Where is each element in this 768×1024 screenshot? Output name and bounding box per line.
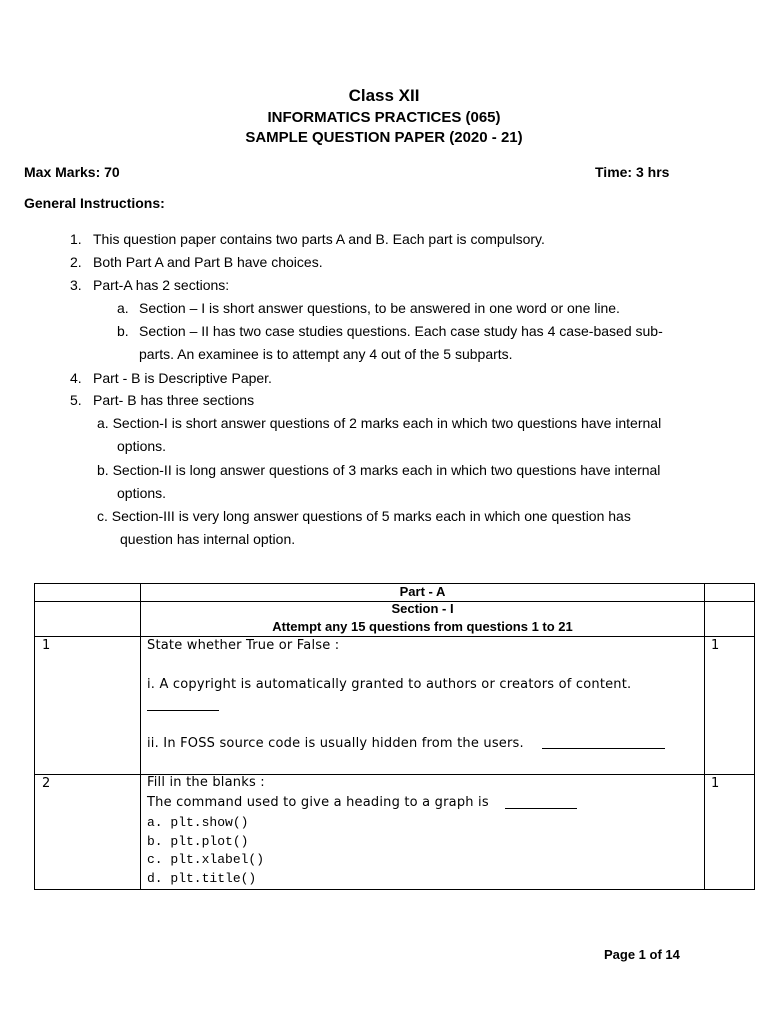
option-a: a. plt.show() bbox=[147, 815, 249, 830]
instruction-text: options. bbox=[117, 485, 167, 501]
instruction-number: 2. bbox=[70, 254, 82, 270]
instruction-number: 3. bbox=[70, 277, 82, 293]
instruction-number: b. bbox=[117, 323, 129, 339]
table-cell bbox=[34, 583, 141, 602]
instruction-text: Part-A has 2 sections: bbox=[93, 277, 230, 293]
time-allowed: Time: 3 hrs bbox=[595, 164, 670, 180]
subject-title: INFORMATICS PRACTICES (065) bbox=[267, 109, 501, 126]
question-text: ii. In FOSS source code is usually hidden from the users. bbox=[147, 736, 524, 751]
option-b: b. plt.plot() bbox=[147, 834, 249, 849]
instruction-text: question has internal option. bbox=[120, 531, 296, 547]
instruction-text: This question paper contains two parts A and B. Each part is compulsory. bbox=[93, 231, 545, 247]
table-cell bbox=[704, 774, 755, 890]
instruction-number: a. bbox=[117, 300, 129, 316]
instruction-text: Section – II has two case studies questions. Each case study has 4 case-based sub- bbox=[139, 323, 663, 339]
instruction-text: b. Section-II is long answer questions of 3 marks each in which two questions have internal bbox=[97, 462, 661, 478]
part-heading: Part - A bbox=[399, 584, 446, 599]
answer-blank bbox=[147, 697, 219, 711]
table-cell bbox=[34, 601, 141, 637]
question-number: 1 bbox=[42, 638, 51, 653]
question-text: i. A copyright is automatically granted to authors or creators of content. bbox=[147, 677, 632, 692]
question-marks: 1 bbox=[711, 776, 720, 791]
instruction-text: options. bbox=[117, 438, 167, 454]
table-cell bbox=[34, 636, 141, 775]
instruction-text: Part- B has three sections bbox=[93, 392, 255, 408]
section-heading: Section - I bbox=[391, 601, 454, 616]
attempt-instruction: Attempt any 15 questions from questions 1 to 21 bbox=[272, 619, 573, 634]
instruction-text: c. Section-III is very long answer questions of 5 marks each in which one question has bbox=[97, 508, 631, 524]
instruction-number: 4. bbox=[70, 370, 82, 386]
question-marks: 1 bbox=[711, 638, 720, 653]
option-c: c. plt.xlabel() bbox=[147, 852, 265, 867]
table-cell bbox=[704, 583, 755, 602]
instruction-text: Part - B is Descriptive Paper. bbox=[93, 370, 272, 386]
max-marks: Max Marks: 70 bbox=[24, 164, 120, 180]
instruction-number: 1. bbox=[70, 231, 82, 247]
answer-blank bbox=[505, 795, 577, 809]
table-cell bbox=[140, 636, 705, 775]
paper-title: SAMPLE QUESTION PAPER (2020 - 21) bbox=[245, 129, 523, 146]
instruction-text: parts. An examinee is to attempt any 4 out of the 5 subparts. bbox=[139, 346, 513, 362]
instruction-text: Section – I is short answer questions, to be answered in one word or one line. bbox=[139, 300, 620, 316]
question-number: 2 bbox=[42, 776, 51, 791]
table-cell bbox=[704, 601, 755, 637]
option-d: d. plt.title() bbox=[147, 871, 257, 886]
question-text: Fill in the blanks : bbox=[147, 775, 265, 790]
answer-blank bbox=[542, 735, 665, 749]
question-text: The command used to give a heading to a graph is bbox=[147, 795, 489, 810]
table-cell bbox=[34, 774, 141, 890]
instruction-text: Both Part A and Part B have choices. bbox=[93, 254, 323, 270]
table-cell bbox=[704, 636, 755, 775]
question-text: State whether True or False : bbox=[147, 638, 340, 653]
page-number: Page 1 of 14 bbox=[604, 947, 680, 962]
general-instructions-heading: General Instructions: bbox=[24, 195, 165, 211]
instruction-number: 5. bbox=[70, 392, 82, 408]
class-title: Class XII bbox=[348, 86, 420, 105]
instruction-text: a. Section-I is short answer questions of 2 marks each in which two questions have internal bbox=[97, 415, 662, 431]
